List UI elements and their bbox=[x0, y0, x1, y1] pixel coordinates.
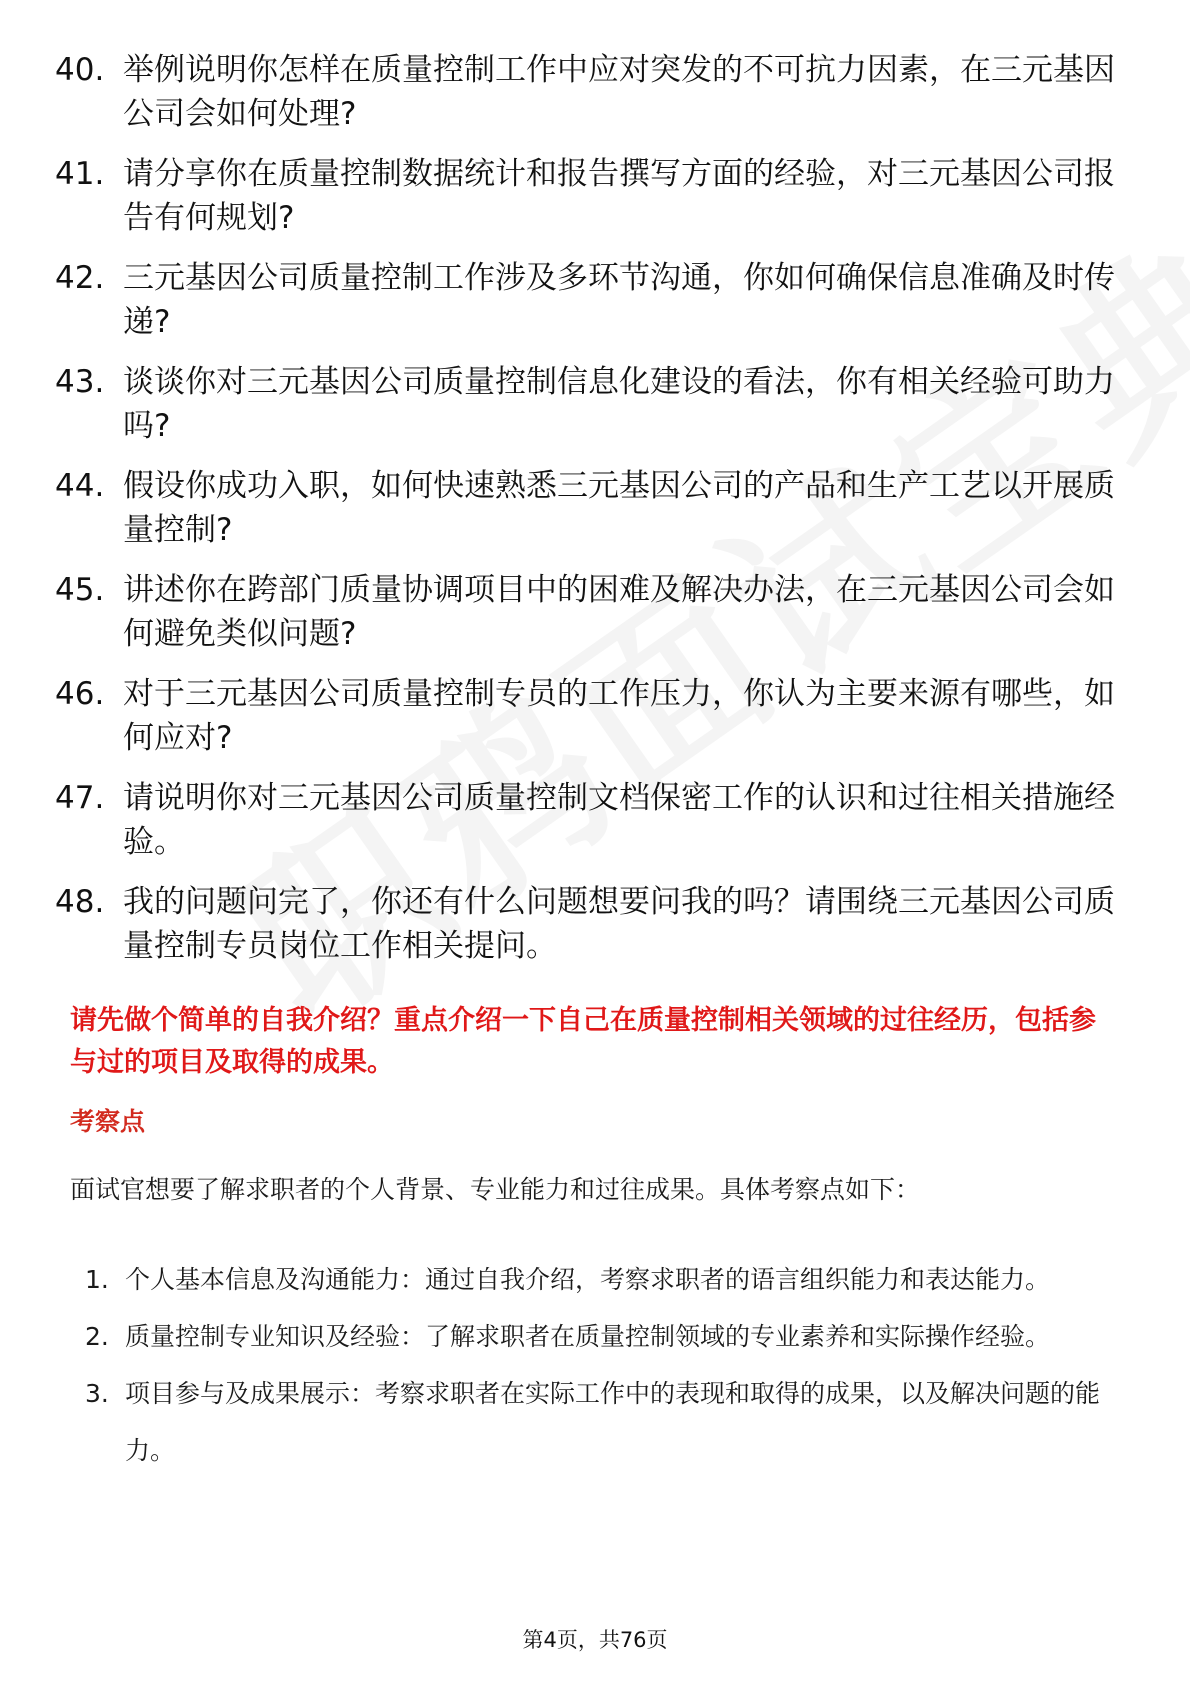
question-item bbox=[55, 568, 1135, 656]
question-text: 请说明你对三元基因公司质量控制文档保密工作的认识和过往相关措施经验。 bbox=[123, 780, 1115, 860]
question-number: 43. bbox=[55, 364, 105, 400]
question-number: 45. bbox=[55, 572, 105, 608]
question-text: 三元基因公司质量控制工作涉及多环节沟通，你如何确保信息准确及时传递? bbox=[123, 260, 1115, 340]
question-item bbox=[55, 256, 1135, 344]
question-text: 请分享你在质量控制数据统计和报告撰写方面的经验，对三元基因公司报告有何规划? bbox=[123, 156, 1115, 236]
section-label: 考察点 bbox=[70, 1107, 146, 1136]
question-item bbox=[55, 152, 1135, 240]
question-item bbox=[55, 776, 1135, 864]
point-number: 2. bbox=[85, 1322, 109, 1351]
question-number: 48. bbox=[55, 884, 105, 920]
point-text: 项目参与及成果展示：考察求职者在实际工作中的表现和取得的成果，以及解决问题的能力。 bbox=[125, 1379, 1101, 1465]
question-item bbox=[55, 464, 1135, 552]
question-number: 42. bbox=[55, 260, 105, 296]
question-item bbox=[55, 672, 1135, 760]
question-text: 讲述你在跨部门质量协调项目中的困难及解决办法，在三元基因公司会如何避免类似问题? bbox=[123, 572, 1115, 652]
question-text: 谈谈你对三元基因公司质量控制信息化建设的看法，你有相关经验可助力吗? bbox=[123, 364, 1115, 444]
assessment-point-list bbox=[85, 1251, 1125, 1479]
question-item bbox=[55, 48, 1135, 136]
question-text: 举例说明你怎样在质量控制工作中应对突发的不可抗力因素，在三元基因公司会如何处理? bbox=[123, 52, 1115, 132]
assessment-point bbox=[85, 1308, 1125, 1365]
question-item bbox=[55, 880, 1135, 968]
highlighted-question: 请先做个简单的自我介绍？重点介绍一下自己在质量控制相关领域的过往经历，包括参与过的项目及取得的成果。 bbox=[70, 1005, 1096, 1078]
assessment-point bbox=[85, 1251, 1125, 1308]
point-number: 1. bbox=[85, 1265, 109, 1294]
question-text: 我的问题问完了，你还有什么问题想要问我的吗？请围绕三元基因公司质量控制专员岗位工作相关提问。 bbox=[123, 884, 1115, 964]
question-number: 46. bbox=[55, 676, 105, 712]
question-list bbox=[55, 48, 1135, 984]
question-number: 44. bbox=[55, 468, 105, 504]
question-number: 47. bbox=[55, 780, 105, 816]
page-footer: 第4页，共76页 bbox=[522, 1628, 668, 1652]
question-text: 对于三元基因公司质量控制专员的工作压力，你认为主要来源有哪些，如何应对? bbox=[123, 676, 1115, 756]
point-text: 个人基本信息及沟通能力：通过自我介绍，考察求职者的语言组织能力和表达能力。 bbox=[125, 1265, 1051, 1294]
question-text: 假设你成功入职，如何快速熟悉三元基因公司的产品和生产工艺以开展质量控制? bbox=[123, 468, 1115, 548]
section-intro: 面试官想要了解求职者的个人背景、专业能力和过往成果。具体考察点如下： bbox=[70, 1175, 921, 1204]
question-item bbox=[55, 360, 1135, 448]
question-number: 41. bbox=[55, 156, 105, 192]
point-text: 质量控制专业知识及经验：了解求职者在质量控制领域的专业素养和实际操作经验。 bbox=[125, 1322, 1051, 1351]
assessment-point bbox=[85, 1365, 1125, 1479]
question-number: 40. bbox=[55, 52, 105, 88]
point-number: 3. bbox=[85, 1379, 109, 1408]
